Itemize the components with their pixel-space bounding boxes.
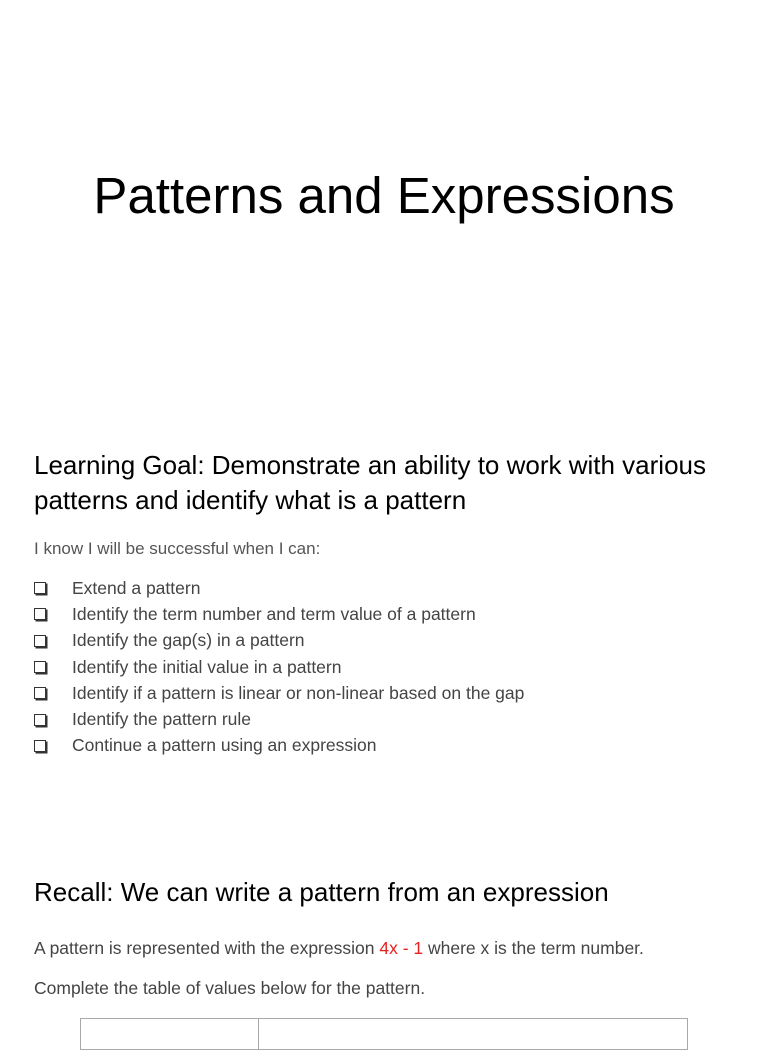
expression-sentence-end: where x is the term number. (423, 938, 644, 958)
checkbox-icon (34, 687, 46, 699)
list-item (34, 733, 524, 759)
table-row (81, 1019, 688, 1050)
recall-heading: Recall: We can write a pattern from an expression (34, 877, 609, 907)
table-cell[interactable] (81, 1019, 259, 1050)
list-item-label: Identify the term number and term value of a pattern (72, 603, 476, 624)
list-item (34, 706, 524, 732)
list-item-label: Identify the pattern rule (72, 709, 251, 730)
checkbox-icon (34, 661, 46, 673)
checkbox-icon (34, 740, 46, 752)
expression-sentence (34, 937, 644, 959)
table-of-values (80, 1018, 688, 1050)
list-item (34, 575, 524, 601)
list-item-label: Identify if a pattern is linear or non-linear based on the gap (72, 682, 525, 703)
list-item (34, 654, 524, 680)
checkbox-icon (34, 608, 46, 620)
pattern-expression: 4x - 1 (379, 938, 424, 958)
table-instruction: Complete the table of values below for the pattern. (34, 978, 426, 998)
success-criteria-list (34, 575, 524, 759)
checkbox-icon (34, 714, 46, 726)
table-cell[interactable] (259, 1019, 688, 1050)
list-item-label: Continue a pattern using an expression (72, 735, 377, 756)
title-slide (0, 0, 768, 410)
list-item (34, 601, 524, 627)
list-item-label: Identify the initial value in a pattern (72, 656, 342, 677)
list-item (34, 628, 524, 654)
learning-goal-heading: Learning Goal: Demonstrate an ability to work with various patterns and identify what is a pattern (34, 450, 706, 515)
success-criteria-intro: I know I will be successful when I can: (34, 539, 321, 558)
list-item-label: Extend a pattern (72, 577, 201, 598)
checkbox-icon (34, 635, 46, 647)
checkbox-icon (34, 582, 46, 594)
list-item (34, 680, 524, 706)
expression-sentence-start: A pattern is represented with the expression (34, 938, 380, 958)
page-title: Patterns and Expressions (93, 167, 675, 224)
list-item-label: Identify the gap(s) in a pattern (72, 630, 305, 651)
